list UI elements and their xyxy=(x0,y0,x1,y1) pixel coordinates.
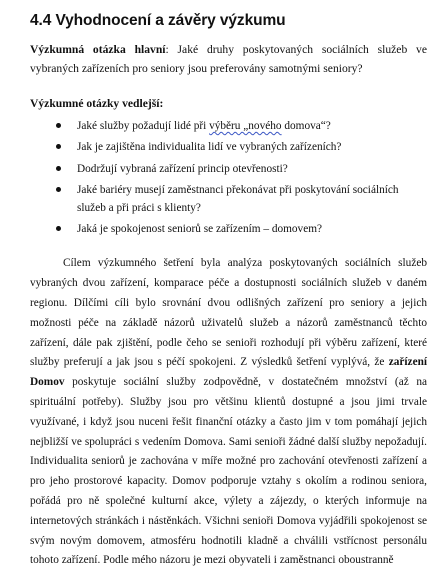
bullet-icon xyxy=(56,226,61,231)
body-paragraph: Cílem výzkumného šetření byla analýza poskytovaných sociálních služeb vybraných dvou zařízení, komparace péče a dostupnosti sociálních služeb v daném regionu. Dílčími cíli bylo srovnání dvou odlišných zařízení pro seniory a jejich možnosti péče na základě názorů uživatelů služeb a názorů zaměstnanců těchto zařízení, dále pak zjištění, podle čeho se senioři rozhodují při výběru zařízení, které služby preferují a jak jsou s péčí spokojeni. Z výsledků šetření vyplývá, že zařízení Domov poskytuje sociální služby zodpovědně, v dostatečném množství (až na spirituální potřeby). Služby jsou pro většinu klientů dostupné a jsou jimi trvale využívané, i když jsou nuceni řešit finanční otázky a často jim v tom pomáhají jejich nejbližší ve spolupráci s vedením Domova. Sami senioři žádné další služby nepožadují. Individualita seniorů je zachována v míře možné pro zachování otevřenosti zařízení a pro jeho prostorové kapacity. Domov podporuje vztahy s okolím a rodinou seniora, pořádá pro ně společné kulturní akce, výlety a zájezdy, o kterých informuje na internetových stránkách i nástěnkách. Všichni senioři Domova vyjádřili spokojenost se svým novým domovem, atmosféru hodnotili kladně a chválili vstřícnost personálu tohoto zařízení. Podle mého názoru je mezi obyvateli i zaměstnanci oboustranně xyxy=(30,257,427,567)
sub-questions-title: Výzkumné otázky vedlejší: xyxy=(30,97,164,111)
list-item: Jaké služby požadují lidé při výběru „nového domova“? xyxy=(56,117,427,135)
bullet-icon xyxy=(56,123,61,128)
main-research-question xyxy=(30,41,427,78)
main-question-label: Výzkumná otázka hlavní xyxy=(30,43,166,56)
bold-term: zařízení Domov xyxy=(30,356,427,389)
spellcheck-underline: výběru „nového xyxy=(209,120,282,133)
list-item: Dodržují vybraná zařízení princip otevřenosti? xyxy=(56,160,427,178)
sub-questions-list xyxy=(30,117,427,238)
bullet-icon xyxy=(56,166,61,171)
list-item: Jaká je spokojenost seniorů se zařízením – domovem? xyxy=(56,220,427,238)
bullet-icon xyxy=(56,187,61,192)
main-question-text: : Jaké druhy poskytovaných sociálních služeb ve vybraných zařízeních pro seniory jsou preferovány samotnými seniory? xyxy=(30,43,427,75)
list-item: Jak je zajištěna individualita lidí ve vybraných zařízeních? xyxy=(56,138,427,156)
section-heading: 4.4 Vyhodnocení a závěry výzkumu xyxy=(30,12,286,29)
bullet-icon xyxy=(56,144,61,149)
list-item: Jaké bariéry musejí zaměstnanci překonávat při poskytování sociálních služeb a při práci s klienty? xyxy=(56,181,427,217)
